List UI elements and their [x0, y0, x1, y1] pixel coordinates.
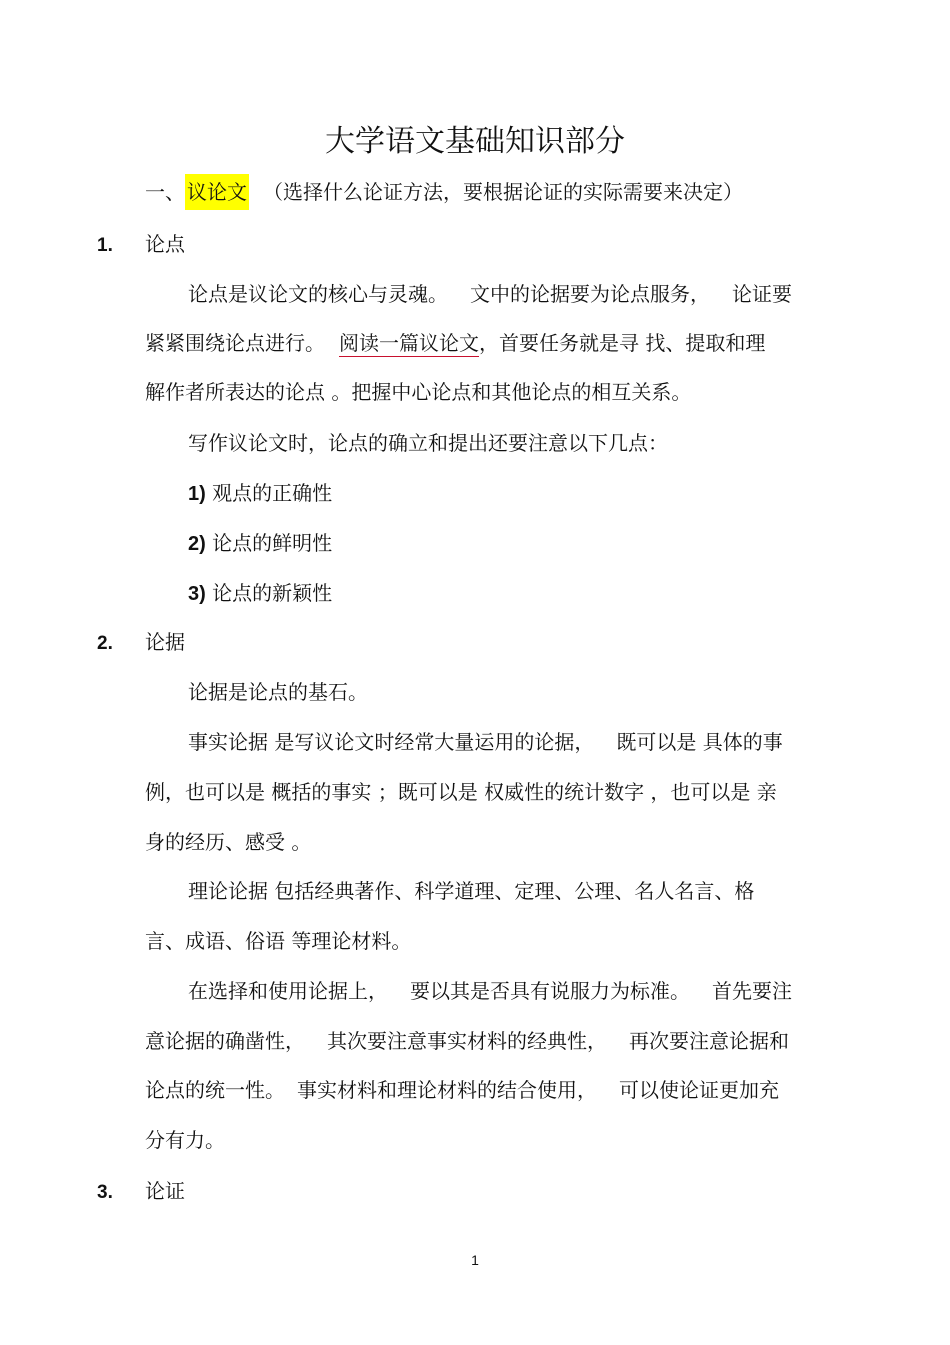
- text-span: 事实材料和理论材料的结合使用，: [297, 1078, 597, 1102]
- text-span: 在选择和使用论据上，: [188, 979, 388, 1003]
- paragraph-line: 理论论据 包括经典著作、科学道理、定理、公理、名人名言、格: [188, 879, 755, 903]
- paragraph-line: [145, 333, 765, 353]
- paragraph-line: 例，也可以是 概括的事实 ；既可以是 权威性的统计数字 ，也可以是 亲: [145, 780, 777, 804]
- item-number: 3.: [97, 1182, 113, 1203]
- list-item: [188, 483, 332, 504]
- section-note: （选择什么论证方法，要根据论证的实际需要来决定）: [263, 180, 743, 204]
- paragraph-line: [188, 981, 792, 1001]
- text-span: 要以其是否具有说服力为标准。: [410, 979, 690, 1003]
- list-item: [188, 533, 332, 554]
- text-span: 可以使论证更加充: [619, 1078, 779, 1102]
- text-span: 意论据的确凿性，: [145, 1029, 305, 1053]
- text-span: 论点的统一性。: [145, 1078, 285, 1102]
- text-span: 事实论据 是写议论文时经常大量运用的论据，: [188, 730, 595, 754]
- text-span: 首先要注: [712, 979, 792, 1003]
- item-heading-lunzheng: 论证: [145, 1179, 185, 1203]
- paragraph-line: 分有力。: [145, 1128, 225, 1152]
- section-heading: [145, 182, 743, 202]
- text-span: ，首要任务就是寻 找、提取和理: [479, 331, 766, 355]
- paragraph-line: [188, 732, 783, 752]
- list-text: 论点的新颖性: [212, 581, 333, 605]
- item-heading-lunju: 论据: [145, 630, 185, 654]
- paragraph-line: 言、成语、俗语 等理论材料。: [145, 929, 412, 953]
- list-number: 1): [188, 483, 206, 505]
- item-number: 1.: [97, 235, 113, 256]
- text-span: 论点是议论文的核心与灵魂。: [188, 282, 448, 306]
- paragraph-line: 论据是论点的基石。: [188, 680, 368, 704]
- list-text: 论点的鲜明性: [212, 531, 333, 555]
- text-span: 其次要注意事实材料的经典性，: [327, 1029, 607, 1053]
- list-item: [188, 583, 332, 604]
- paragraph-line: 解作者所表达的论点 。把握中心论点和其他论点的相互关系。: [145, 380, 692, 404]
- list-number: 3): [188, 583, 206, 605]
- item-number: 2.: [97, 633, 113, 654]
- list-number: 2): [188, 533, 206, 555]
- text-span: 论证要: [732, 282, 792, 306]
- paragraph-line: [145, 1031, 789, 1051]
- item-heading-lundian: 论点: [145, 232, 185, 256]
- paragraph-line: [188, 284, 792, 304]
- text-span: 紧紧围绕论点进行。: [145, 331, 325, 355]
- text-span: 文中的论据要为论点服务，: [470, 282, 710, 306]
- page-number: 1: [471, 1252, 479, 1268]
- paragraph-line: 身的经历、感受 。: [145, 830, 312, 854]
- document-title: 大学语文基础知识部分: [325, 124, 625, 159]
- list-text: 观点的正确性: [212, 481, 333, 505]
- section-prefix: 一、: [145, 180, 185, 204]
- text-span: 再次要注意论据和: [629, 1029, 789, 1053]
- paragraph-line: [145, 1080, 779, 1100]
- text-span: 既可以是 具体的事: [616, 730, 783, 754]
- underlined-phrase: 阅读一篇议论文: [339, 331, 479, 355]
- highlighted-term: 议论文: [185, 174, 249, 210]
- paragraph-line: 写作议论文时，论点的确立和提出还要注意以下几点：: [188, 431, 668, 455]
